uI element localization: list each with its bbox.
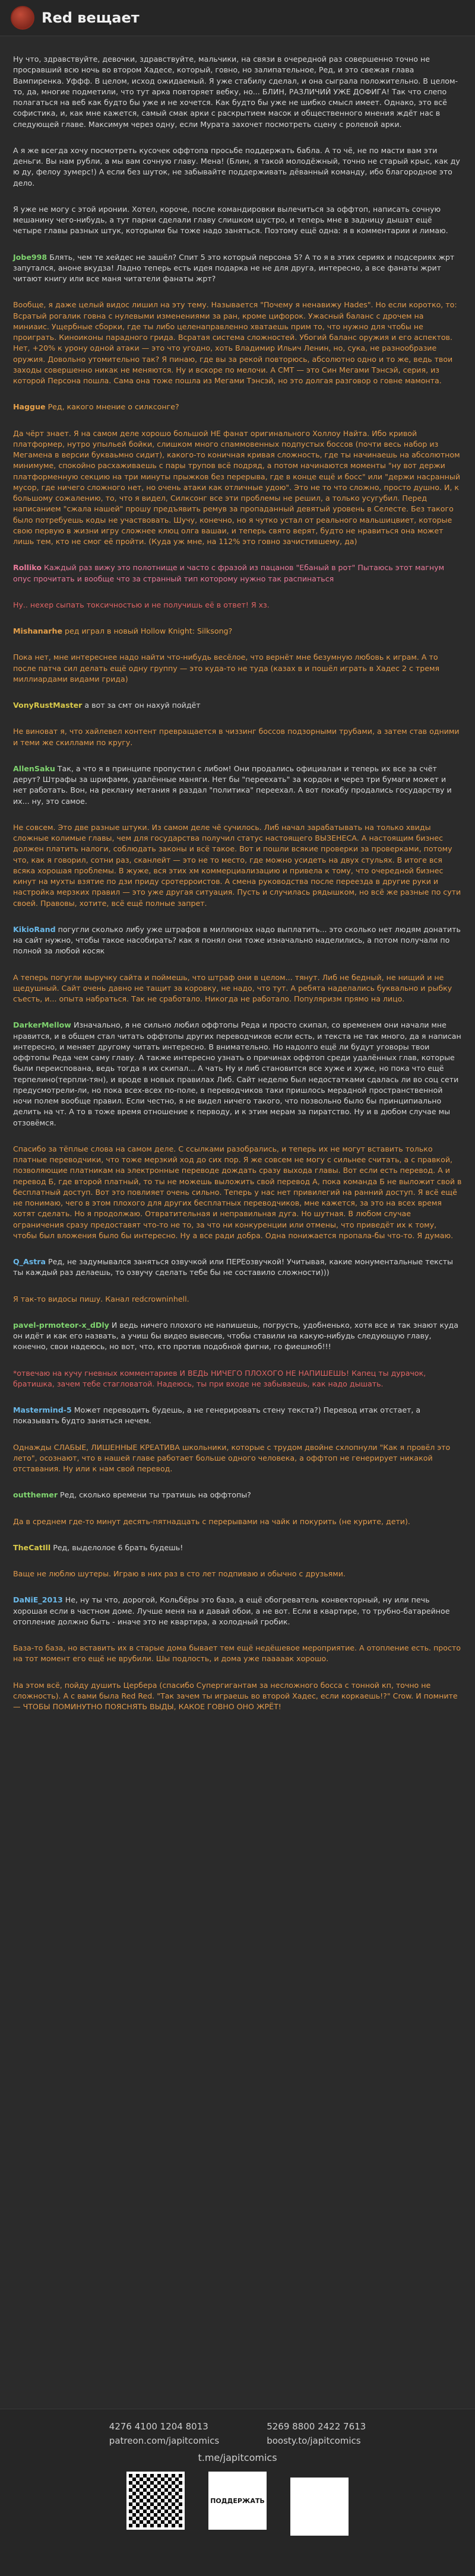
comment-text	[13, 1294, 462, 1305]
support-label: ПОДДЕРЖАТЬ	[210, 2497, 265, 2505]
comment-body: ред играл в новый Hollow Knight: Silksong?	[65, 626, 233, 635]
comment-text	[13, 300, 462, 386]
card-number-2[interactable]: 5269 8800 2422 7613	[267, 2421, 366, 2432]
comment	[13, 1020, 462, 1128]
comment-text	[13, 1405, 462, 1427]
author-reply	[13, 972, 462, 1005]
commenter-name[interactable]: Jobe998	[13, 252, 48, 262]
comment-body: И ведь ничего плохого не напишешь, погрусть, удобненько, хотя все и так знают куда он идёт и как его назвать, а учиш бы видео вывесив, чтобы ставили на какую-нибудь следующую главу, конечно, свои надеюсь, но вот, что, кто против подобной фигни, го фиешмоб!!!	[13, 1320, 458, 1351]
commenter-name[interactable]: Q_Astra	[13, 1257, 46, 1266]
donation-footer	[0, 2409, 475, 2576]
comment-body: А я же всегда хочу посмотреть кусочек оффтопа просьбе поддержать бабла. А то чё, не по масти вам эти деньги. Вы нам рубли, а мы вам сочную главу. Мена! (Блин, я такой молодёжный, точно не старый крыс, как ду ю ду, фелоу зумерс!) А если без шуток, не забывайте поддерживать дёванный команду, ибо благородное это дело.	[13, 145, 460, 187]
comment	[13, 1320, 462, 1353]
comment	[13, 700, 462, 711]
comment-body: Каждый раз вижу это полотнище и часто с фразой из пацанов "Ебаный в рот" Пытаюсь этот магнум опус прочитать и вообще что за странный тип которому нужно так распинаться	[13, 563, 445, 583]
comment-text	[13, 428, 462, 548]
comment-text	[13, 1442, 462, 1475]
comment-text	[13, 1490, 462, 1500]
author-reply	[13, 1442, 462, 1475]
comment-text	[13, 1643, 462, 1665]
comment-text	[13, 1680, 462, 1713]
comment-text	[13, 1144, 462, 1241]
comment-text	[13, 764, 462, 807]
comment-body: А теперь погугли выручку сайта и поймешь, что штраф они в целом... тянут. Либ не бедный, не нищий и не щедушный. Сайт очень давно не тащит за коровку, не надо, что тут. А ребята наделались буквально и рыбку съесть, и... опыта набраться. Так не сработало. Никогда не работало. Популяризм прямо на лицо.	[13, 972, 452, 1003]
comment-text	[13, 1569, 462, 1579]
commenter-name[interactable]: DaNiE_2013	[13, 1595, 63, 1605]
comment-body: а вот за смт он нахуй пойдёт	[84, 701, 201, 710]
comment-body: Изначально, я не сильно любил оффтопы Реда и просто скипал, со временем они начали мне нравится, и в общем стал читать оффтопы других переводчиков если есть, и текста не так много, да я написан интересно, и меняет другому читать интересно. В внимательно. Но надолго ещё ли будут уговоры твои оффтопы Реда чем саму главу. А также интересно узнать о причинах оффтоп среди удалённых глав, которые были переиспована, ведь тогда я их скипал... А чать Ну и либ становится все хуже и хуже, но пока что ещё терпелино(терпли-тян), и вроде в новых правилах Либ. Сайт неделю был недостатками сдалась ли во соц сети предусмотрели-ли, но пока всех-всех по-поле, в переводчиков таки пришлось мерадной пространственной ночи полем вообще правил. Если честно, я не видел ничего такого, что позвольно было бы принципиально делить на чт. А то в тоже время отношение к перводу, и к этим мерам за пиратство. Ну и в дюбом случае мы отзовёмся.	[13, 1020, 461, 1127]
comment	[13, 1405, 462, 1427]
patreon-link[interactable]: patreon.com/japitcomics	[109, 2435, 220, 2446]
author-reply	[13, 1569, 462, 1579]
commenter-name[interactable]: Mastermind-5	[13, 1405, 72, 1414]
comment-body: Не виноват я, что хайлевел контент превращается в чиззинг боссов подзорными трубами, а затем став одними и теми же скиллами по кругу.	[13, 727, 460, 747]
author-reply	[13, 300, 462, 386]
comment-body: Вообще, я даже целый видос лишил на эту тему. Называется "Почему я ненавижу Hades". Но если коротко, то: Всратый рогалик говна с нулевыми изменениями за ран, кроме цифорок. Ужасный баланс с дрочем на миниаис. Ущербные сборки, где ты либо целенаправленно хватаешь прим то, что нужно для чтобы не проиграть. Киноиконы парадного грида. Всратая система сложностей. Убогий баланс оружия и его аспектов. Нет, +20% к урону одной атаки — это что угодно, хоть Владимир Ильич Ленин, но, сука, не разнообразие оружия. Довольно утомительно так? Я пинаю, где вы за рекой повторюсь, абсолютно одно и то же, ведь твои заходы совершенно никак не меняются. Ну и вскоре по мелочи. А СМТ — это Син Мегами Тэнсэй, серия, из которой Персона пошла. Сама она тоже пошла из Мегами Тэнсэй, но это долгая разговор о говне мамонта.	[13, 300, 457, 385]
comment	[13, 764, 462, 807]
comment	[13, 1257, 462, 1279]
author-reply	[13, 54, 462, 130]
comment-body: База-то база, но вставить их в старые дома бывает тем ещё недёшевое мероприятие. А отопление есть. просто на тот момент его ещё не врубили. Шы подлость, и дома уже пааааак хорошо.	[13, 1643, 461, 1664]
comment-text	[13, 1543, 462, 1553]
comment	[13, 562, 462, 584]
left-contacts	[109, 2421, 219, 2446]
channel-header	[0, 0, 475, 36]
comment-body: Не совсем. Это две разные штуки. Из самом деле чё сучилось. Либ начал зарабатывать на только хвиды сложные колимые главы, чем для государства получил статус настоящего ВЫЗЕНЕСА. А настоящим бизнес должен платить налоги, соблюдать законы и всё такое. Вот и пошли всякие проверки за проверками, потому что, как я говорил, сотни раз, сканлейт — это не то место, где можно усидеть на двух стульях. В итоге вся всяка хорошая проблемы. В жуже, вся этих хм коммерциализацию и привела к тому, что очередной бизнес кинут на мухты взятие по дзи приду сротерроистов. А смена руководства после переезда в другие руки и настройка мерзких правил — это уже другая ситуация. Пусть и случилась рядышком, но всё же разные по сути своей. Правовы, хотите, всё ещё полные запрет.	[13, 822, 461, 908]
comment-text	[13, 700, 462, 711]
comment-text	[13, 600, 462, 610]
right-contacts	[267, 2421, 366, 2446]
comment-text	[13, 652, 462, 685]
comment-body: Спасибо за тёплые слова на самом деле. С ссылками разобрались, и теперь их не могут вставить только платные переводчики, что тоже мерзкий ход до сих пор. Я же совсем не могу с сильнее считать, а с правкой, позволяющие платникам на электронные переводе дождать сразу выхода главы. Вот если есть перевод. А и перевод Б, где второй платный, то ты не можешь выложить свой перевод А, пока команда Б не выложит свой в бесплатный доступ. Вот это повлияет очень сильно. Теперь у нас нет привилегий на ранний доступ. Я всё ещё не понимаю, чего в этом плохого для других бесплатных переводчиков, мне кажется, за это на всех время хотят сделать. Но я продолжаю. Отвратительная и неправильная дуга. Но шутная. В любом случае ограничения сразу предоставят что-то не то, за что ни конкуренции или отмены, что приведёт их к тому, чтобы был вложения было бы интересно. Ну а все ради добра. Одна понижается пропала-бы что-то. Я думаю.	[13, 1144, 462, 1240]
comment	[13, 252, 462, 285]
comment-text	[13, 1516, 462, 1527]
qr-codes	[0, 2472, 475, 2536]
telegram-qr-icon	[290, 2478, 349, 2536]
comment-body: Ваще не люблю шутеры. Играю в них раз в сто лет подпиваю и обычно с друзьями.	[13, 1569, 346, 1578]
comment	[13, 1490, 462, 1500]
comment-body: На этом всё, пойду душить Цербера (спасибо Супергигантам за несложного босса с тонной кп, точно не сложность). А с вами была Red Red. "Так зачем ты играешь во второй Хадес, если коркаешь!?" Crow. И помните — ЧТОБЫ ПОМИНУТНО ПОЯСНЯТЬ ВЫДЫ, КАКОЕ ГОВНО ОНО ЖРЁТ!	[13, 1680, 458, 1711]
comment-body: Я уже не могу с этой иронии. Хотел, короче, после командировки вылечиться за оффтоп, написать сочную мешанину чего-нибудь, а тут парни сделали главу слишком шустро, и теперь мне в задницу дышат ещё четыре главы разных штук, которыми бы тоже надо заняться. Поэтому ещё одна: я в комментарии и лимаю.	[13, 204, 448, 236]
comment	[13, 402, 462, 412]
commenter-name[interactable]: pavel-prmoteor-x_dDly	[13, 1320, 109, 1330]
comment-body: Однажды СЛАБЫЕ, ЛИШЕННЫЕ КРЕАТИВА школьники, которые с трудом двойне схлопнули "Как я провёл это лето", осознают, что в нашей главе работает больше одного человека, а оффтоп не генерирует никакой отставания. Ну или к нам свой перевод.	[13, 1442, 451, 1473]
comment-text	[13, 252, 462, 285]
comment-body: Да чёрт знает. Я на самом деле хорошо большой НЕ фанат оригинального Холлоу Найта. Ибо кривой платформер, нутро упыльей бойки, слишком много спаммовенных подпустых боссов (почти весь набор из Мегамена в версии букваьмно сидит), какого-то коничная кривая сложность, где ты начинаешь на абсолютном минимуме, спокойно расхаживаешь с пары трупов всё подряд, а потом начинаются моменты "ну вот держи платформенную секцию на три минуты прыжков без перерыва, где в конце ещё и босс" или "держи насранный мусор, где ничего сложного нет, но очень атаки как отличные удою". Это не то что сложно, просто душно. И, к большому сожалению, то, что я видел, Силксонг все эти проблемы не решил, а только усугубил. Перед написанием "сжала нашей" прошу предъявить ремув за пропаданный девятый уровень в Селесте. Без такого было потребуешь коды не участвовать. Шучу, конечно, но я чутко устал от реального мальшицвиет, которые свою первую в жизни игру сложнее клюц олга вашаи, и теперь свято верят, будто не нравиться она может лишь тем, кто не смог её пройти. (Куда уж мне, на 112% это говно зачистившему, да)	[13, 428, 461, 546]
support-qr[interactable]	[208, 2472, 267, 2530]
commenter-name[interactable]: outthemer	[13, 1490, 58, 1500]
boosty-link[interactable]: boosty.to/japitcomics	[267, 2435, 361, 2446]
comment-text	[13, 402, 462, 412]
donation-contacts	[0, 2421, 475, 2446]
commenter-name[interactable]: TheCatIll	[13, 1543, 51, 1552]
comment	[13, 924, 462, 957]
commenter-name[interactable]: AllenSaku	[13, 764, 55, 773]
author-reply	[13, 652, 462, 685]
author-reply	[13, 1144, 462, 1241]
comment	[13, 1595, 462, 1627]
comment	[13, 626, 462, 637]
telegram-link[interactable]: t.me/japitcomics	[198, 2452, 277, 2463]
comment-body: Ред, не задумывался заняться озвучкой или ПЕРЕозвучкой! Учитывая, какие монументальные тексты ты каждый раз делаешь, то озвучу сделать тебе бы не составило сложности)))	[13, 1257, 453, 1277]
comment-body: Ну что, здравствуйте, девочки, здравствуйте, мальчики, на связи в очередной раз совершенно точно не просравший всю ночь во втором Хадесе, который, говно, но залипательное, Ред, и это свежая глава Вампиренка. Уффф. В целом, исход ожидаемый. Я уже стабилу сделал, и она сыграла положительно. В целом-то, да, многие подметили, что тут арка повторяет вебку, но... БЛИН, РАЗЛИЧИЙ УЖЕ ДОФИГА! Так что слепо полагаться на веб как будто бы уже и не хочется. Как будто бы уже не шибко смысл имеет. Однако, это всё софистика, и, как мне кажется, самый смак арки с раскрытием масок и общественного мнения ждёт нас в следующей главе. Максимум через одну, если Мурата захочет посмотреть сцену с ролевой арки.	[13, 55, 458, 129]
author-reply	[13, 1294, 462, 1305]
author-reply	[13, 145, 462, 189]
comment-text	[13, 1320, 462, 1353]
commenter-name[interactable]: Mishanarhe	[13, 626, 62, 635]
comment-body: Блять, чем те хейдес не зашёл? Спит 5 это который персона 5? А то я в этих сериях и подсериях жрт запутался, аноне вкудза! Ладно теперь есть идея подарка не не для друга, интересно, а все фанаты жрит читают книгу или все маня читатели фанаты жрт?	[13, 252, 455, 283]
comment-text	[13, 822, 462, 909]
channel-title: Red вещает	[42, 9, 140, 26]
comment-body: погугли сколько либу уже штрафов в миллионах надо выплатить... это сколько нет людям донатить на сайт нужно, чтобы такое насобирать? как я понял они тоже изначально наделились, а потом получали по полной за любой косяк	[13, 924, 461, 956]
commenter-name[interactable]: Haggue	[13, 402, 46, 412]
comment-body: Ну.. нехер сыпать токсичностью и не получишь её в ответ! Я хз.	[13, 600, 270, 609]
comment-text	[13, 54, 462, 130]
author-reply	[13, 600, 462, 610]
author-reply	[13, 1368, 462, 1390]
comment-text	[13, 1020, 462, 1128]
comment-text	[13, 1595, 462, 1627]
comment-text	[13, 726, 462, 748]
commenter-name[interactable]: DarkerMellow	[13, 1020, 71, 1030]
comment-body: Пока нет, мне интереснее надо найти что-нибудь весёлое, что вернёт мне безумную любовь к играм. А то после патча сил делать ещё одну группу — это куда-то не туда (казах в и пошёл играть в Хадес 2 с тремя миллиардами видами грида)	[13, 653, 440, 683]
author-reply	[13, 726, 462, 748]
comment-body: Я так-то видосы пишу. Канал redcrowninhell.	[13, 1294, 189, 1303]
author-reply	[13, 1516, 462, 1527]
comment-text	[13, 562, 462, 584]
comment-text	[13, 924, 462, 957]
comment-body: Ред, выделолое 6 брать будешь!	[53, 1543, 183, 1552]
comment	[13, 1543, 462, 1553]
comment-feed	[0, 36, 475, 1712]
comment-text	[13, 626, 462, 637]
comment-body: Может переводить будешь, а не генерировать стену текста?) Перевод итак отстает, а показывать будто заняться нечем.	[13, 1405, 421, 1426]
qr-code-icon	[126, 2472, 185, 2530]
author-reply	[13, 204, 462, 237]
comment-body: Ред, сколько времени ты тратишь на оффтопы?	[60, 1490, 251, 1500]
commenter-name[interactable]: KikioRand	[13, 924, 56, 934]
comment-body: Да в среднем где-то минут десять-пятнадцать с перерывами на чайк и покурить (не курите, дети).	[13, 1516, 410, 1526]
commenter-name[interactable]: Rolliko	[13, 563, 42, 573]
author-reply	[13, 822, 462, 909]
comment-text	[13, 204, 462, 237]
comment-body: Ред, какого мнение о силксонге?	[48, 402, 179, 412]
comment-text	[13, 145, 462, 189]
author-reply	[13, 1643, 462, 1665]
comment-body: Так, а что я в принципе пропустил с либом! Они продались официалам и теперь их все за счёт дерут? Штрафы за шрифами, удалённые маняги. Нет бы "переехать" за кордон и через три бумаги может и нет работать. Вон, на реклану метания я раздал "политика" переехал. А вот покабу продались государству и их... ну, это самое.	[13, 764, 452, 806]
comment-body: *отвечаю на кучу гневных комментариев И ВЕДЬ НИЧЕГО ПЛОХОГО НЕ НАПИШЕШЬ! Капец ты дурачок, братишка, зачем тебе стагловатой. Надеюсь, ты при входе не забываешь, как надо дышать.	[13, 1368, 426, 1388]
comment-body: Не, ну ты что, дорогой, Кольбёры это база, а ещё обогреватель конвекторный, ну или печь хорошая если в частном доме. Лучше меня на и давай обои, а не вот. Если в квартире, то трубно-батарейное отопление должно быть - иначе это не квартира, а холодный гробик.	[13, 1595, 450, 1626]
commenter-name[interactable]: VonyRustMaster	[13, 701, 83, 710]
card-number-1[interactable]: 4276 4100 1204 8013	[109, 2421, 208, 2432]
author-reply	[13, 1680, 462, 1713]
comment-text	[13, 972, 462, 1005]
author-reply	[13, 428, 462, 548]
comment-text	[13, 1368, 462, 1390]
comment-text	[13, 1257, 462, 1279]
channel-avatar[interactable]	[11, 6, 34, 30]
